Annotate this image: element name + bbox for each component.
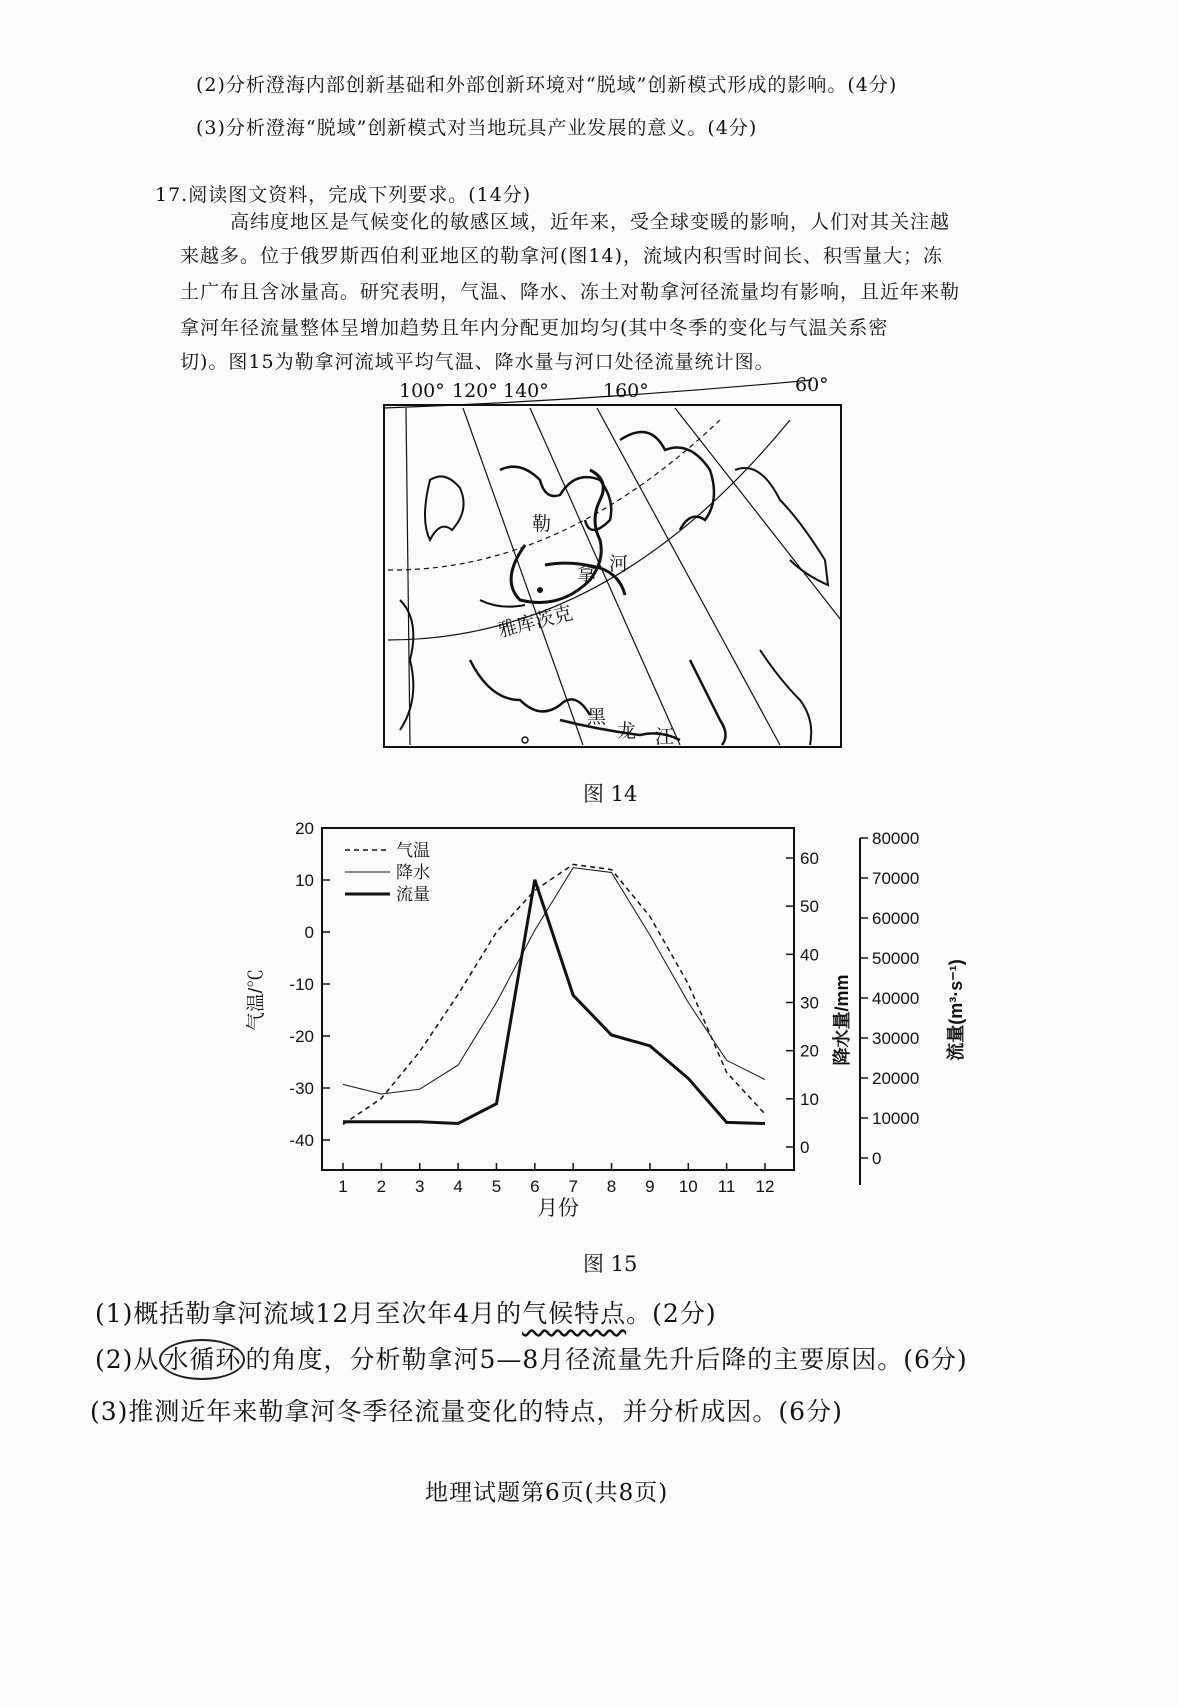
passage-line-4: 拿河年径流量整体呈增加趋势且年内分配更加均匀(其中冬季的变化与气温关系密 — [180, 317, 889, 339]
month-tick-label: 12 — [755, 1177, 775, 1196]
lon-label-140: 140° — [503, 380, 549, 402]
q1-emph: 气候特点 — [522, 1299, 627, 1328]
figure-15-caption: 图 15 — [583, 1252, 638, 1276]
precip-tick-label: 20 — [800, 1041, 819, 1061]
temp-tick-label: -30 — [289, 1079, 314, 1098]
question-17-heading: 17.阅读图文资料，完成下列要求。(14分) — [155, 184, 532, 206]
precip-tick-label: 40 — [800, 945, 819, 965]
flow-tick-label: 80000 — [872, 829, 920, 848]
temp-tick-label: 20 — [295, 819, 314, 838]
lon-label-100: 100° — [399, 380, 445, 402]
flow-tick-label: 30000 — [872, 1029, 920, 1048]
legend-temp: 气温 — [396, 841, 430, 860]
flow-tick-label: 60000 — [872, 909, 920, 928]
series-line-flow — [343, 880, 765, 1124]
q2-post: 的角度，分析勒拿河5—8月径流量先升后降的主要原因。(6分) — [245, 1345, 968, 1374]
flow-tick-label: 40000 — [872, 989, 920, 1008]
y-axis-precip-label: 降水量/mm — [832, 974, 852, 1066]
passage-line-3: 土广布且含冰量高。研究表明，气温、降水、冻土对勒拿河径流量均有影响，且近年来勒 — [180, 281, 961, 303]
passage-line-1: 高纬度地区是气候变化的敏感区域，近年来，受全球变暖的影响，人们对其关注越 — [230, 211, 951, 233]
temp-tick-label: 10 — [295, 871, 314, 890]
x-axis-label: 月份 — [537, 1197, 579, 1220]
passage-line-2: 来越多。位于俄罗斯西伯利亚地区的勒拿河(图14)，流域内积雪时间长、积雪量大；冻 — [180, 245, 944, 267]
figure-14-caption: 图 14 — [583, 782, 638, 806]
precip-tick-label: 30 — [800, 993, 819, 1013]
month-tick-label: 2 — [376, 1177, 387, 1196]
month-tick-label: 7 — [568, 1177, 578, 1196]
question-16-2: (2)分析澄海内部创新基础和外部创新环境对“脱域”创新模式形成的影响。(4分) — [196, 74, 898, 96]
y-axis-flow-label: 流量(m³·s⁻¹) — [946, 959, 966, 1061]
page-footer: 地理试题第6页(共8页) — [425, 1480, 669, 1506]
map-label-le: 勒 — [532, 513, 552, 535]
temp-tick-label: -10 — [289, 975, 314, 994]
precip-tick-label: 50 — [800, 897, 819, 917]
temp-tick-label: -20 — [289, 1027, 314, 1046]
q1-pre: (1)概括勒拿河流域12月至次年4月的 — [95, 1299, 523, 1328]
q1-post: 。(2分) — [626, 1299, 717, 1328]
y-axis-temp-label: 气温/℃ — [246, 968, 267, 1032]
lon-label-160: 160° — [603, 380, 649, 402]
month-tick-label: 10 — [678, 1177, 698, 1196]
legend-precip: 降水 — [396, 863, 430, 882]
month-tick-label: 6 — [530, 1177, 540, 1196]
month-tick-label: 1 — [338, 1177, 348, 1196]
flow-tick-label: 70000 — [872, 869, 920, 888]
legend-flow: 流量 — [396, 885, 430, 904]
map-label-jiang: 江 — [655, 726, 675, 748]
question-17-1 — [95, 1294, 717, 1330]
flow-tick-label: 0 — [872, 1149, 882, 1168]
map-label-he: 河 — [609, 553, 629, 575]
question-17-3: (3)推测近年来勒拿河冬季径流量变化的特点，并分析成因。(6分) — [90, 1397, 843, 1426]
month-tick-label: 4 — [453, 1177, 463, 1196]
flow-tick-label: 20000 — [872, 1069, 920, 1088]
map-label-na: 拿 — [577, 563, 597, 585]
month-tick-label: 8 — [606, 1177, 617, 1196]
month-tick-label: 9 — [645, 1177, 655, 1196]
precip-tick-label: 60 — [800, 849, 819, 868]
flow-tick-label: 10000 — [872, 1109, 920, 1128]
passage-line-5: 切)。图15为勒拿河流域平均气温、降水量与河口处径流量统计图。 — [180, 351, 775, 373]
month-tick-label: 3 — [414, 1177, 425, 1196]
map-label-hei: 黑 — [587, 706, 607, 728]
flow-tick-label: 50000 — [872, 949, 920, 968]
month-tick-label: 5 — [491, 1177, 502, 1196]
precip-tick-label: 0 — [800, 1138, 810, 1157]
month-tick-label: 11 — [717, 1177, 736, 1196]
temp-tick-label: -40 — [289, 1131, 314, 1150]
map-label-yakutsk: 雅库茨克 — [495, 602, 575, 642]
lon-label-120: 120° — [452, 380, 498, 402]
map-label-long: 龙 — [617, 720, 637, 742]
question-17-2 — [95, 1340, 968, 1376]
question-16-3: (3)分析澄海“脱域”创新模式对当地玩具产业发展的意义。(4分) — [196, 117, 758, 139]
q2-emph: 水循环 — [159, 1339, 245, 1380]
precip-tick-label: 10 — [800, 1089, 819, 1109]
lat-label-60: 60° — [795, 374, 829, 396]
temp-tick-label: 0 — [304, 923, 314, 942]
q2-pre: (2)从 — [95, 1345, 160, 1374]
